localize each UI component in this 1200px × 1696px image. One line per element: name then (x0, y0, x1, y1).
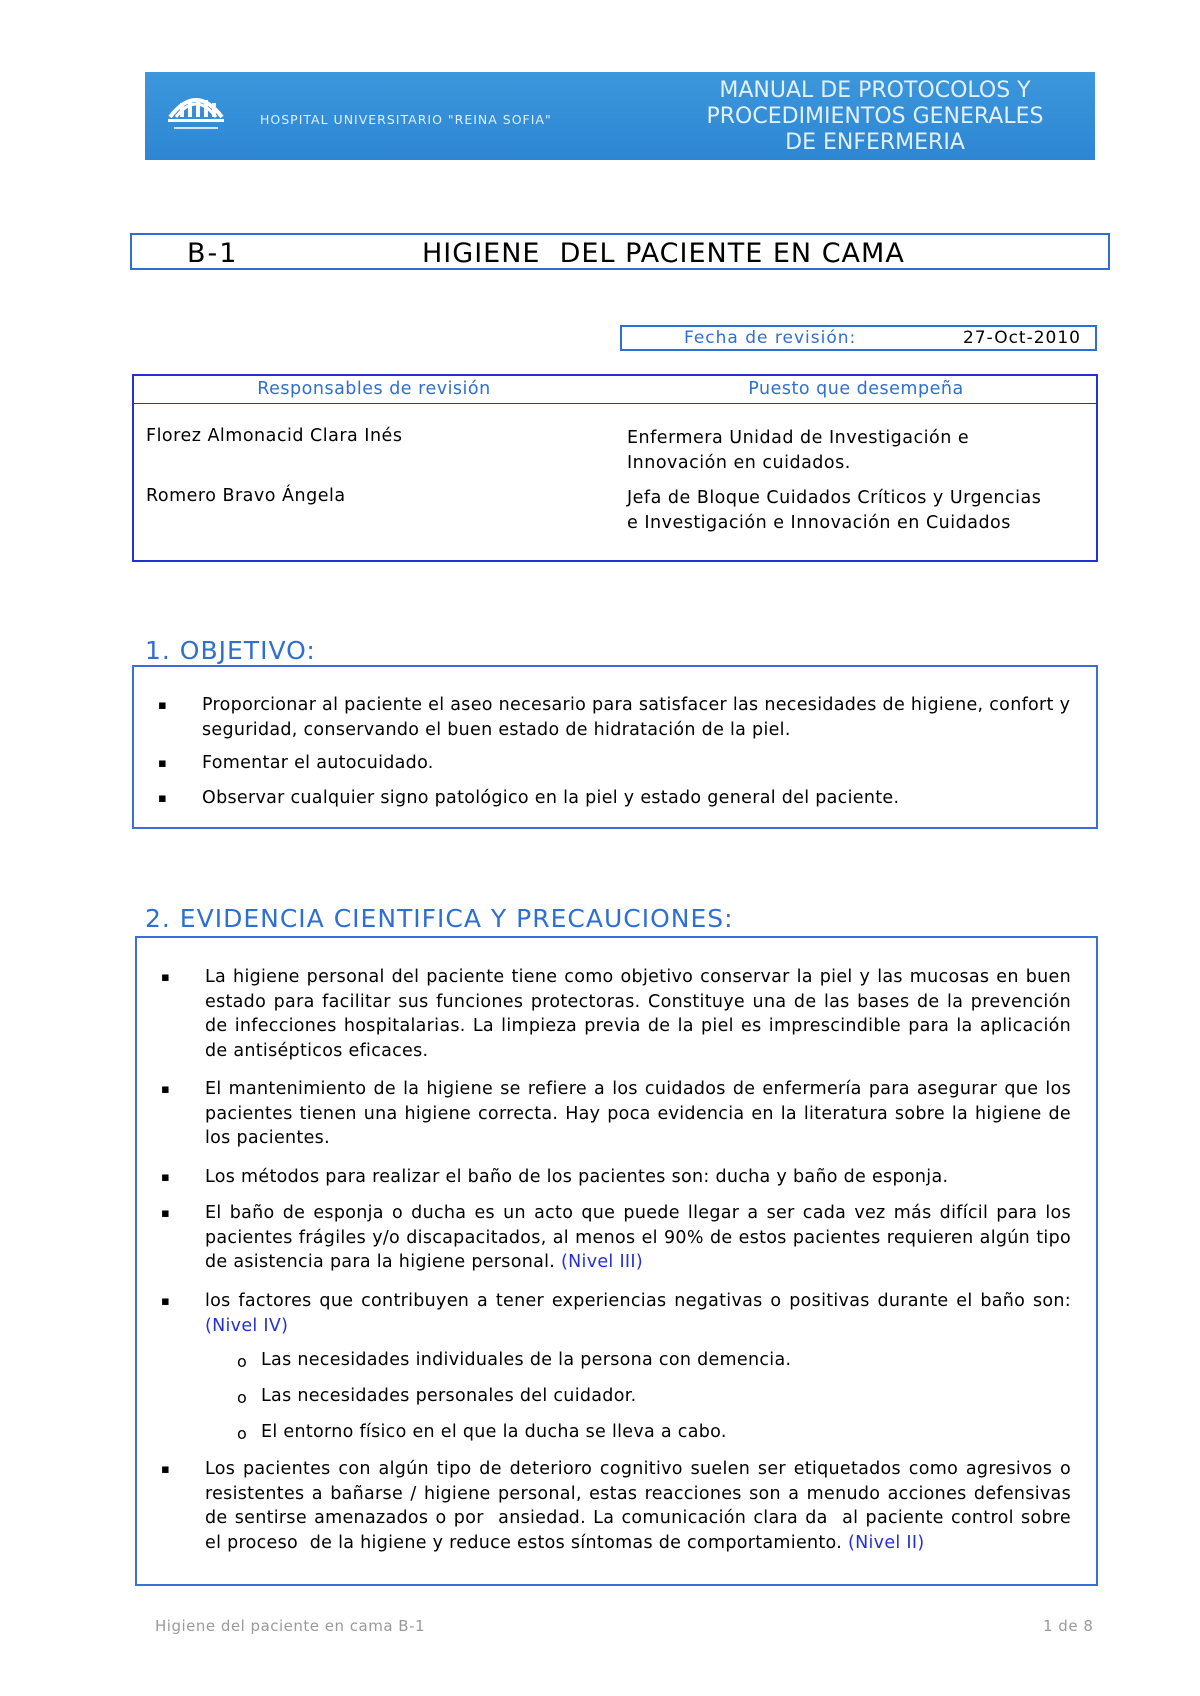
column-header-puesto: Puesto que desempeña (748, 379, 964, 399)
evidencia-subitem: Las necesidades individuales de la persona con demencia. (261, 1350, 792, 1370)
evidencia-text: La higiene personal del paciente tiene como objetivo conservar la piel y las mucosas en buen estado para facilitar sus funciones protectoras. Constituye una de las bases de la prevención de infecciones hospitalarias. La limpieza previa de la piel es imprescindible para la aplicación de antisépticos eficaces. (205, 967, 1071, 1061)
evidencia-text: Los pacientes con algún tipo de deterioro cognitivo suelen ser etiquetados como agresivos o resistentes a bañarse / higiene personal, estas reacciones son a menudo acciones defensivas de sentirse amenazados o por ansiedad. La comunicación clara da al paciente control sobre el proceso de la higiene y reduce estos síntomas de comportamiento. (205, 1459, 1077, 1553)
bullet-icon: ▪ (158, 756, 168, 771)
bullet-icon: ▪ (161, 1462, 171, 1477)
evidence-level: (Nivel II) (848, 1532, 925, 1553)
bullet-icon: ▪ (158, 698, 168, 713)
evidencia-box (135, 936, 1098, 1586)
responsable-role (627, 486, 1087, 536)
evidencia-subitem: El entorno físico en el que la ducha se lleva a cabo. (261, 1422, 727, 1442)
objetivo-item: Observar cualquier signo patológico en la piel y estado general del paciente. (202, 788, 900, 808)
evidencia-item (205, 1289, 1071, 1338)
junta-de-andalucia-logo-icon (158, 81, 234, 145)
sub-bullet-icon: o (237, 1424, 248, 1443)
role-line: Jefa de Bloque Cuidados Críticos y Urgencias (627, 488, 1042, 508)
section-heading-objetivo: 1. OBJETIVO: (145, 636, 316, 665)
revision-date-label: Fecha de revisión: (684, 328, 857, 348)
section-heading-evidencia: 2. EVIDENCIA CIENTIFICA Y PRECAUCIONES: (145, 904, 734, 933)
role-line: Enfermera Unidad de Investigación e (627, 428, 970, 448)
evidencia-item (205, 1165, 1071, 1190)
evidencia-text: Los métodos para realizar el baño de los pacientes son: ducha y baño de esponja. (205, 1167, 949, 1187)
hospital-name: HOSPITAL UNIVERSITARIO "REINA SOFIA" (260, 112, 552, 127)
manual-title (665, 78, 1085, 156)
responsables-header (134, 376, 1096, 404)
sub-bullet-icon: o (237, 1388, 248, 1407)
bullet-icon: ▪ (161, 1206, 171, 1221)
evidencia-item (205, 1077, 1071, 1151)
bullet-icon: ▪ (158, 791, 168, 806)
manual-title-line: DE ENFERMERIA (785, 130, 965, 155)
column-header-responsables: Responsables de revisión (257, 379, 491, 399)
evidencia-text: El mantenimiento de la higiene se refiere a los cuidados de enfermería para asegurar que los pacientes tienen una higiene correcta. Hay poca evidencia en la literatura sobre la higiene de los pacientes. (205, 1079, 1071, 1148)
responsable-name: Florez Almonacid Clara Inés (146, 426, 403, 446)
protocol-title-box (130, 233, 1110, 270)
objetivo-item: Fomentar el autocuidado. (202, 753, 434, 773)
manual-title-line: PROCEDIMIENTOS GENERALES (706, 104, 1044, 129)
evidencia-subitem: Las necesidades personales del cuidador. (261, 1386, 637, 1406)
manual-title-line: MANUAL DE PROTOCOLOS Y (719, 78, 1031, 103)
role-line: Innovación en cuidados. (627, 453, 851, 473)
bullet-icon: ▪ (161, 1082, 171, 1097)
role-line: e Investigación e Innovación en Cuidados (627, 513, 1011, 533)
objetivo-item: Proporcionar al paciente el aseo necesario para satisfacer las necesidades de higiene, confort y seguridad, conservando el buen estado de hidratación de la piel. (202, 695, 1071, 740)
evidence-level: (Nivel III) (561, 1252, 643, 1272)
objetivo-box (132, 665, 1098, 829)
header-banner (145, 72, 1095, 160)
revision-date-box (620, 325, 1097, 351)
responsable-role (627, 426, 1087, 476)
evidencia-item (205, 965, 1071, 1063)
sub-bullet-icon: o (237, 1352, 248, 1371)
protocol-code: B-1 (187, 238, 239, 269)
bullet-icon: ▪ (161, 970, 171, 985)
bullet-icon: ▪ (161, 1170, 171, 1185)
evidence-level: (Nivel IV) (205, 1315, 289, 1336)
evidencia-text: El baño de esponja o ducha es un acto que puede llegar a ser cada vez más difícil para los pacientes frágiles y/o discapacitados, al menos el 90% de estos pacientes requieren algún tipo de asistencia para la higiene personal. (205, 1203, 1071, 1272)
evidencia-item (205, 1201, 1071, 1275)
evidencia-text: los factores que contribuyen a tener experiencias negativas o positivas durante el baño son: (205, 1291, 1071, 1311)
responsables-table (132, 374, 1098, 562)
responsable-name: Romero Bravo Ángela (146, 486, 346, 506)
footer-document-name: Higiene del paciente en cama B-1 (155, 1617, 426, 1635)
footer-page-number: 1 de 8 (1043, 1617, 1094, 1635)
bullet-icon: ▪ (161, 1294, 171, 1309)
evidencia-item (205, 1457, 1077, 1555)
protocol-title: HIGIENE DEL PACIENTE EN CAMA (422, 238, 905, 269)
revision-date-value: 27-Oct-2010 (962, 328, 1081, 348)
